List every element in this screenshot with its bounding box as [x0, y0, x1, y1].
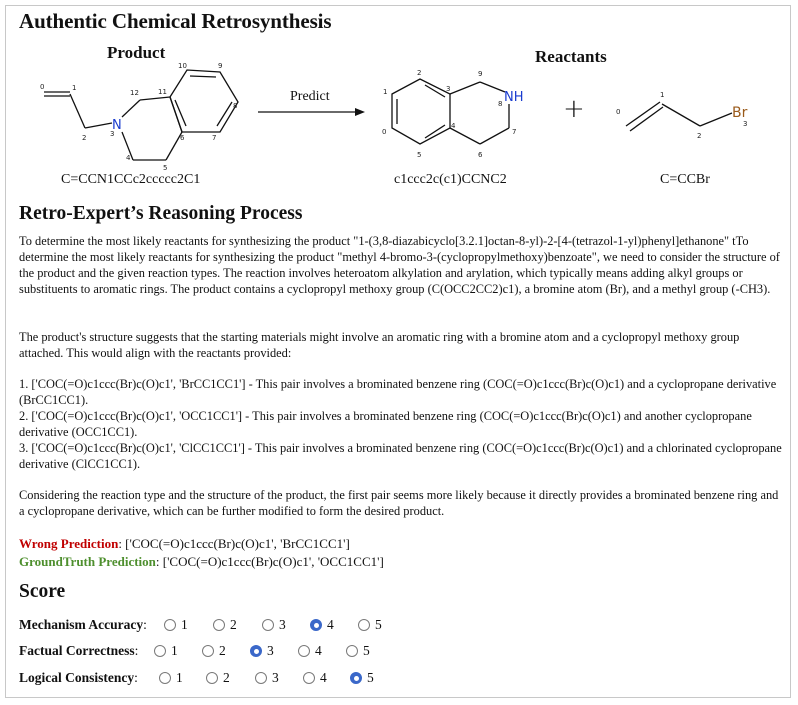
- radio-icon[interactable]: [358, 619, 370, 631]
- atom-index: 5: [163, 164, 168, 172]
- score-radio-5[interactable]: [346, 643, 370, 659]
- atom-index: 0: [616, 108, 621, 116]
- atom-index: 3: [110, 130, 115, 138]
- score-radio-3[interactable]: [250, 643, 274, 659]
- atom-index: 12: [130, 89, 139, 97]
- atom-index: 4: [126, 154, 131, 162]
- score-row-logical-consistency: [19, 668, 419, 688]
- predict-label: Predict: [290, 89, 330, 104]
- reactant-1-structure: [372, 64, 532, 170]
- wrong-prediction-line: [19, 536, 350, 552]
- score-radio-2[interactable]: [213, 617, 237, 633]
- score-row-label: Logical Consistency: [19, 670, 135, 685]
- radio-label: 1: [181, 617, 188, 632]
- radio-label: 3: [279, 617, 286, 632]
- score-row-colon: :: [143, 617, 147, 632]
- atom-index: 3: [446, 85, 451, 93]
- atom-index: 2: [82, 134, 87, 142]
- ground-truth-value: : ['COC(=O)c1ccc(Br)c(O)c1', 'OCC1CC1']: [155, 554, 384, 569]
- score-radio-1[interactable]: [159, 670, 183, 686]
- atom-index: 1: [72, 84, 77, 92]
- radio-icon[interactable]: [154, 645, 166, 657]
- atom-index: 4: [451, 122, 456, 130]
- radio-label: 2: [219, 643, 226, 658]
- reasoning-paragraph: The product's structure suggests that the starting materials might involve an aromatic ring with a bromine atom and a cyclopropyl methoxy group attached. This would align with the reactants provided:: [19, 330, 740, 360]
- score-radio-1[interactable]: [164, 617, 188, 633]
- reactant-2-smiles: C=CCBr: [660, 172, 710, 187]
- radio-label: 3: [267, 643, 274, 658]
- score-radio-3[interactable]: [255, 670, 279, 686]
- atom-index: 7: [512, 128, 517, 136]
- reactants-label: Reactants: [535, 47, 607, 66]
- radio-label: 4: [320, 670, 327, 685]
- score-heading: Score: [19, 581, 66, 602]
- score-radio-5[interactable]: [358, 617, 382, 633]
- radio-icon[interactable]: [213, 619, 225, 631]
- reaction-arrow-icon: [257, 105, 367, 119]
- radio-icon[interactable]: [303, 672, 315, 684]
- score-row-label: Factual Correctness: [19, 643, 135, 658]
- radio-icon[interactable]: [159, 672, 171, 684]
- reasoning-heading: Retro-Expert’s Reasoning Process: [19, 203, 303, 224]
- radio-icon[interactable]: [346, 645, 358, 657]
- radio-icon[interactable]: [206, 672, 218, 684]
- radio-selected-icon[interactable]: [310, 619, 322, 631]
- plus-sign: +: [563, 94, 585, 124]
- reactant-pair-item: 1. ['COC(=O)c1ccc(Br)c(O)c1', 'BrCC1CC1'] - This pair involves a brominated benzene ring (COC(=O)c1ccc(Br)c(O)c1) and a cyclopropane derivative (BrCC1CC1).: [19, 377, 777, 407]
- score-radio-2[interactable]: [202, 643, 226, 659]
- score-row-label: Mechanism Accuracy: [19, 617, 144, 632]
- atom-index: 6: [180, 134, 185, 142]
- product-smiles: C=CCN1CCc2ccccc2C1: [61, 172, 201, 187]
- score-radio-5[interactable]: [350, 670, 374, 686]
- atom-index: 8: [233, 102, 238, 110]
- atom-index: 0: [382, 128, 387, 136]
- page-title: Authentic Chemical Retrosynthesis: [19, 9, 332, 33]
- score-radio-3[interactable]: [262, 617, 286, 633]
- score-radio-4[interactable]: [298, 643, 322, 659]
- radio-label: 1: [171, 643, 178, 658]
- atom-index: 7: [212, 134, 217, 142]
- radio-label: 5: [375, 617, 382, 632]
- score-radio-4[interactable]: [310, 617, 334, 633]
- atom-index: 1: [660, 91, 665, 99]
- radio-label: 2: [223, 670, 230, 685]
- score-row-colon: :: [134, 643, 139, 658]
- radio-selected-icon[interactable]: [350, 672, 362, 684]
- radio-label: 1: [176, 670, 183, 685]
- radio-selected-icon[interactable]: [250, 645, 262, 657]
- score-radio-4[interactable]: [303, 670, 327, 686]
- radio-icon[interactable]: [255, 672, 267, 684]
- radio-label: 2: [230, 617, 237, 632]
- reactant-pair-item: 2. ['COC(=O)c1ccc(Br)c(O)c1', 'OCC1CC1'] - This pair involves a brominated benzene ring (COC(=O)c1ccc(Br)c(O)c1) and another cyclopropane derivative (OCC1CC1).: [19, 409, 752, 439]
- atom-index: 5: [417, 151, 422, 159]
- score-radio-1[interactable]: [154, 643, 178, 659]
- atom-index: 0: [40, 83, 45, 91]
- reasoning-paragraph: To determine the most likely reactants for synthesizing the product "1-(3,8-diazabicyclo[3.2.1]octan-8-yl)-2-[4-(tetrazol-1-yl)phenyl]ethanone" tTo determine the most likely reactants for synthesizing the product "methyl 4-bromo-3-(cyclopropylmethoxy)benzoate", we need to consider the structure of the product and the given reaction types. The reaction involves heteroatom alkylation and arylation, which typically means adding alkyl groups or substituents to aromatic rings. The product contains a cyclopropyl methoxy group (C(OCC2CC2)c1), a bromine atom (Br), and a methyl group (-CH3).: [19, 234, 780, 296]
- product-structure: [30, 62, 250, 172]
- radio-label: 4: [315, 643, 322, 658]
- reactant-1-nh-atom: NH: [504, 90, 524, 105]
- atom-index: 6: [478, 151, 483, 159]
- wrong-prediction-value: : ['COC(=O)c1ccc(Br)c(O)c1', 'BrCC1CC1']: [118, 536, 350, 551]
- atom-index: 3: [743, 120, 748, 128]
- radio-label: 5: [363, 643, 370, 658]
- radio-icon[interactable]: [202, 645, 214, 657]
- atom-index: 10: [178, 62, 187, 70]
- radio-icon[interactable]: [262, 619, 274, 631]
- wrong-prediction-label: Wrong Prediction: [19, 536, 119, 551]
- reactant-2-structure: [610, 86, 760, 150]
- atom-index: 8: [498, 100, 503, 108]
- score-row-colon: :: [134, 670, 138, 685]
- product-label: Product: [107, 43, 166, 62]
- reactant-pair-item: 3. ['COC(=O)c1ccc(Br)c(O)c1', 'ClCC1CC1'] - This pair involves a brominated benzene ring (COC(=O)c1ccc(Br)c(O)c1) and a chlorinated cyclopropane derivative (ClCC1CC1).: [19, 441, 782, 471]
- product-nitrogen-atom: N: [112, 118, 122, 133]
- score-radio-2[interactable]: [206, 670, 230, 686]
- reactant-2-bromine-atom: Br: [732, 105, 748, 121]
- atom-index: 11: [158, 88, 167, 96]
- radio-label: 4: [327, 617, 334, 632]
- reasoning-paragraph: Considering the reaction type and the structure of the product, the first pair seems more likely because it directly provides a brominated benzene ring and a cyclopropane derivative, which can be further modified to form the desired product.: [19, 488, 779, 518]
- atom-index: 9: [218, 62, 223, 70]
- radio-label: 5: [367, 670, 374, 685]
- score-row-factual-correctness: [19, 641, 419, 661]
- reactant-1-smiles: c1ccc2c(c1)CCNC2: [394, 172, 507, 187]
- radio-icon[interactable]: [298, 645, 310, 657]
- ground-truth-label: GroundTruth Prediction: [19, 554, 156, 569]
- ground-truth-prediction-line: [19, 554, 384, 570]
- radio-icon[interactable]: [164, 619, 176, 631]
- radio-label: 3: [272, 670, 279, 685]
- atom-index: 9: [478, 70, 483, 78]
- atom-index: 1: [383, 88, 388, 96]
- atom-index: 2: [417, 69, 422, 77]
- atom-index: 2: [697, 132, 702, 140]
- score-row-mechanism-accuracy: [19, 615, 419, 635]
